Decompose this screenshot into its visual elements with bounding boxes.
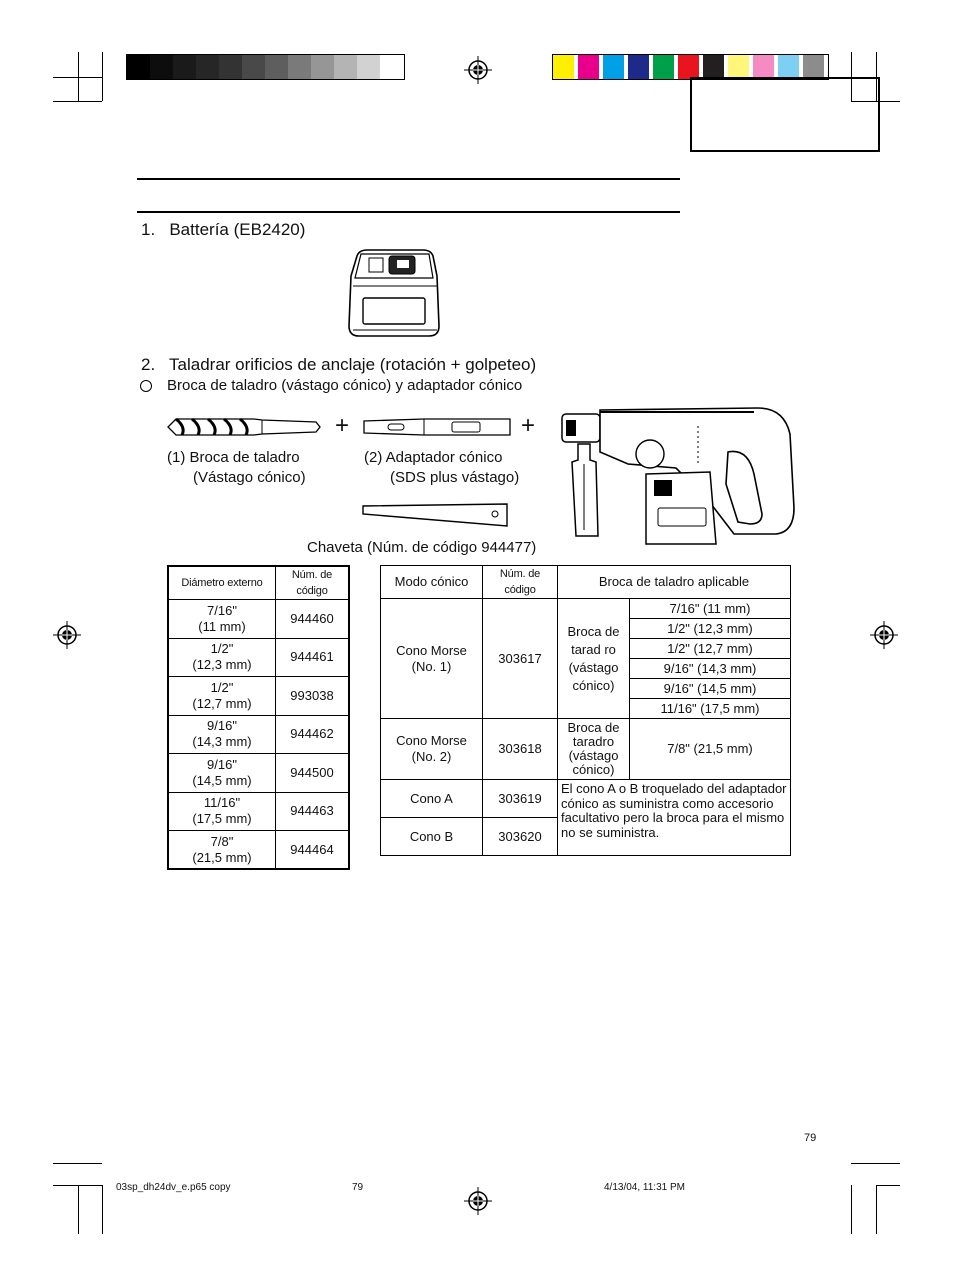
table2-cell-size: 9/16" (14,5 mm): [630, 679, 791, 699]
registration-mark: [464, 1187, 492, 1215]
color-swatch: [553, 55, 576, 79]
table1-cell-diameter: [168, 638, 276, 677]
page-number: 79: [804, 1132, 817, 1144]
table1-header-code: Núm. de código: [276, 566, 350, 600]
crop-mark: [851, 1163, 900, 1164]
table2-cell-code: 303617: [483, 599, 558, 719]
gray-swatch: [357, 55, 380, 79]
gray-swatch: [334, 55, 357, 79]
gray-swatch: [311, 55, 334, 79]
grayscale-bar: [126, 54, 405, 80]
diameter-mm: (14,5 mm): [192, 772, 252, 788]
table2-cell-mode: Cono B: [381, 818, 483, 856]
mode-line: Cono Morse: [396, 733, 467, 748]
gray-swatch: [127, 55, 150, 79]
diameter-mm: (14,3 mm): [192, 734, 252, 750]
diameter-fraction: 7/16": [207, 602, 237, 618]
crop-mark: [53, 1163, 102, 1164]
crop-mark: [851, 1185, 852, 1234]
drill-bit-caption: [167, 448, 306, 488]
bit-line: taradro: [572, 734, 615, 749]
color-swatch: [578, 55, 601, 79]
bit-line: cónico): [572, 677, 615, 693]
header-rule: [137, 211, 680, 213]
diameter-mm: (17,5 mm): [192, 811, 252, 827]
bit-line: (vástago: [568, 748, 619, 763]
color-swatch: [628, 55, 651, 79]
page-tab-box: [690, 77, 880, 152]
table-row: [168, 831, 349, 870]
table1-cell-diameter: [168, 754, 276, 793]
footer-page: 79: [352, 1182, 364, 1193]
table1-cell-diameter: [168, 600, 276, 639]
table1-cell-diameter: [168, 792, 276, 831]
adapter-caption: [364, 448, 519, 488]
drill-bit-caption-line1: (1) Broca de taladro: [167, 449, 300, 466]
plus-sign: +: [521, 412, 536, 439]
crop-mark: [78, 1185, 79, 1234]
footer-date: 4/13/04, 11:31 PM: [604, 1182, 685, 1193]
table2-cell-size: 1/2" (12,7 mm): [630, 639, 791, 659]
bit-line: tarad ro: [571, 641, 616, 657]
battery-illustration: [345, 246, 447, 340]
crop-mark: [53, 1185, 102, 1186]
cotter-caption: Chaveta (Núm. de código 944477): [307, 539, 537, 556]
gray-swatch: [219, 55, 242, 79]
bullet-circle-icon: [140, 380, 152, 392]
diameter-fraction: 9/16": [207, 756, 237, 772]
diameter-mm: (12,3 mm): [192, 657, 252, 673]
diameter-fraction: 1/2": [210, 641, 234, 657]
diameter-fraction: 11/16": [203, 795, 241, 811]
table1-cell-code: 944464: [276, 831, 350, 870]
anchor-subheading: Broca de taladro (vástago cónico) y adaptador cónico: [167, 377, 523, 394]
taper-adapter-illustration: [362, 416, 512, 438]
table2-cell-bit: [558, 719, 630, 780]
table2-cell-mode: [381, 719, 483, 780]
table2-header-mode: Modo cónico: [381, 566, 483, 599]
taper-mode-table: [380, 565, 791, 856]
table1-cell-code: 944460: [276, 600, 350, 639]
table2-cell-code: 303620: [483, 818, 558, 856]
adapter-caption-line1: (2) Adaptador cónico: [364, 449, 503, 466]
table-row: [168, 715, 349, 754]
drill-size-table: [167, 565, 350, 870]
table1-cell-code: 944461: [276, 638, 350, 677]
table2-cell-size: 11/16" (17,5 mm): [630, 699, 791, 719]
table-row: [168, 792, 349, 831]
diameter-fraction: 1/2": [210, 679, 234, 695]
anchor-heading: 2. Taladrar orificios de anclaje (rotación + golpeteo): [141, 355, 537, 374]
bit-line: Broca de: [567, 720, 620, 735]
crop-mark: [876, 1185, 877, 1234]
gray-swatch: [242, 55, 265, 79]
table1-cell-code: 944463: [276, 792, 350, 831]
hammer-drill-illustration: [558, 404, 802, 546]
table2-header-bit: Broca de taladro aplicable: [558, 566, 791, 599]
color-swatch: [803, 55, 826, 79]
table2-cell-mode: Cono A: [381, 780, 483, 818]
table1-header-diameter: Diámetro externo: [168, 566, 276, 600]
crop-mark: [876, 1185, 900, 1186]
tapered-drill-bit-illustration: [166, 415, 326, 439]
color-swatch: [778, 55, 801, 79]
table1-cell-code: 944500: [276, 754, 350, 793]
registration-mark: [464, 56, 492, 84]
gray-swatch: [288, 55, 311, 79]
gray-swatch: [380, 55, 403, 79]
table2-cell-code: 303618: [483, 719, 558, 780]
mode-line: Cono Morse: [396, 642, 467, 658]
mode-line: (No. 2): [411, 749, 452, 764]
table2-cell-size: 7/16" (11 mm): [630, 599, 791, 619]
crop-mark: [53, 101, 102, 102]
table2-cell-note: El cono A o B troquelado del adaptador cónico as suministra como accesorio facultativo pero la broca para el mismo no se suministra.: [558, 780, 791, 856]
registration-mark: [53, 621, 81, 649]
table1-cell-code: 993038: [276, 677, 350, 716]
footer-filename: 03sp_dh24dv_e.p65 copy: [116, 1182, 231, 1193]
table-row: [168, 677, 349, 716]
mode-line: (No. 1): [411, 658, 452, 674]
table1-cell-diameter: [168, 677, 276, 716]
color-swatch: [603, 55, 626, 79]
header-rule: [137, 178, 680, 180]
table2-header-code: Núm. de código: [483, 566, 558, 599]
table2-cell-size: 1/2" (12,3 mm): [630, 619, 791, 639]
table2-cell-size: 9/16" (14,3 mm): [630, 659, 791, 679]
gray-swatch: [173, 55, 196, 79]
table-row: [168, 754, 349, 793]
bit-line: (vástago: [568, 659, 619, 675]
battery-heading: 1. Battería (EB2420): [141, 220, 306, 239]
crop-mark: [53, 77, 102, 78]
table2-cell-mode: [381, 599, 483, 719]
diameter-fraction: 9/16": [207, 718, 237, 734]
table-row: [168, 638, 349, 677]
table2-cell-bit: [558, 599, 630, 719]
gray-swatch: [196, 55, 219, 79]
color-swatch: [653, 55, 676, 79]
crop-mark: [102, 1185, 103, 1234]
table-row: [168, 600, 349, 639]
crop-mark: [102, 52, 103, 101]
color-swatch: [703, 55, 726, 79]
diameter-mm: (12,7 mm): [192, 695, 252, 711]
bit-line: Broca de: [567, 623, 620, 639]
cotter-illustration: [361, 500, 511, 530]
table2-cell-code: 303619: [483, 780, 558, 818]
plus-sign: +: [335, 412, 350, 439]
table2-cell-size: 7/8" (21,5 mm): [630, 719, 791, 780]
registration-mark: [870, 621, 898, 649]
color-swatch: [728, 55, 751, 79]
color-swatch: [678, 55, 701, 79]
diameter-mm: (11 mm): [198, 618, 246, 634]
drill-bit-caption-line2: (Vástago cónico): [193, 469, 306, 486]
bit-line: cónico): [572, 762, 615, 777]
diameter-fraction: 7/8": [210, 833, 234, 849]
color-swatch: [753, 55, 776, 79]
table1-cell-diameter: [168, 831, 276, 870]
adapter-caption-line2: (SDS plus vástago): [390, 469, 520, 486]
table1-cell-code: 944462: [276, 715, 350, 754]
gray-swatch: [265, 55, 288, 79]
gray-swatch: [150, 55, 173, 79]
diameter-mm: (21,5 mm): [192, 849, 252, 865]
table1-cell-diameter: [168, 715, 276, 754]
